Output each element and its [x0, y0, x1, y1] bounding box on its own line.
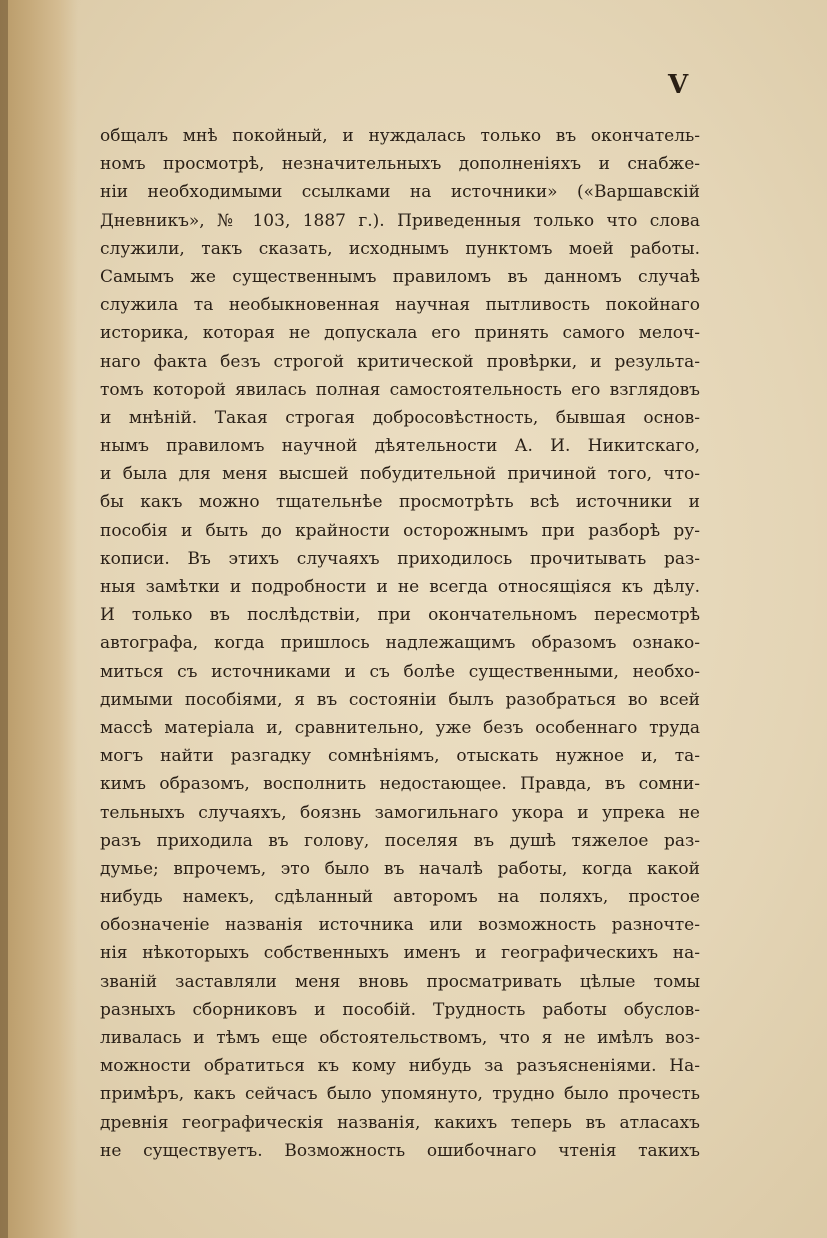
text-line: нымъ правиломъ научной дѣятельности А. И. Никитскаго,: [100, 436, 700, 457]
text-line: автографа, когда пришлось надлежащимъ образомъ ознако-: [100, 633, 700, 654]
text-line: разныхъ сборниковъ и пособій. Трудность работы обуслов-: [100, 999, 700, 1020]
text-line: кописи. Въ этихъ случаяхъ приходилось прочитывать раз-: [100, 548, 700, 569]
page-number: V: [668, 70, 689, 100]
text-line: общалъ мнѣ покойный, и нуждалась только въ окончатель-: [100, 126, 700, 146]
text-line: можности обратиться къ кому нибудь за разъясненіями. На-: [100, 1056, 700, 1077]
page-binding-shadow: [0, 0, 78, 1238]
text-line: ніи необходимыми ссылками на источники» («Варшавскій: [100, 182, 700, 203]
text-line: историка, которая не допускала его принять самого мелоч-: [100, 323, 700, 344]
text-line: примѣръ, какъ сейчасъ было упомянуто, трудно было прочесть: [100, 1084, 700, 1105]
text-line: думье; впрочемъ, это было въ началѣ работы, когда какой: [100, 858, 700, 879]
text-line: томъ которой явилась полная самостоятельность его взглядовъ: [100, 379, 700, 400]
text-line: ливалась и тѣмъ еще обстоятельствомъ, что я не имѣлъ воз-: [100, 1028, 700, 1048]
text-line: димыми пособіями, я въ состояніи былъ разобраться во всей: [100, 689, 700, 710]
body-text: [100, 122, 700, 1165]
text-line: ныя замѣтки и подробности и не всегда относящіяся къ дѣлу.: [100, 577, 700, 597]
text-line: миться съ источниками и съ болѣе существенными, необхо-: [100, 661, 700, 682]
text-line: древнія географическія названія, какихъ теперь въ атласахъ: [100, 1112, 700, 1133]
text-line: номъ просмотрѣ, незначительныхъ дополненіяхъ и снабже-: [100, 154, 700, 175]
text-line: и была для меня высшей побудительной причиной того, что-: [100, 464, 700, 485]
text-line: могъ найти разгадку сомнѣніямъ, отыскать нужное и, та-: [100, 746, 700, 767]
text-line: званій заставляли меня вновь просматривать цѣлые томы: [100, 971, 700, 992]
text-line: И только въ послѣдствіи, при окончательномъ пересмотрѣ: [100, 605, 700, 626]
text-line: кимъ образомъ, восполнить недостающее. Правда, въ сомни-: [100, 774, 700, 795]
text-line: разъ приходила въ голову, поселяя въ душѣ тяжелое раз-: [100, 830, 700, 851]
text-line: наго факта безъ строгой критической провѣрки, и результа-: [100, 351, 700, 372]
text-line: нибудь намекъ, сдѣланный авторомъ на поляхъ, простое: [100, 887, 700, 908]
text-line: Дневникъ», № 103, 1887 г.). Приведенныя только что слова: [100, 210, 700, 231]
text-line: не существуетъ. Возможность ошибочнаго чтенія такихъ: [100, 1140, 700, 1161]
text-line: и мнѣній. Такая строгая добросовѣстность, бывшая основ-: [100, 407, 700, 428]
text-line: служила та необыкновенная научная пытливость покойнаго: [100, 295, 700, 316]
text-line: служили, такъ сказать, исходнымъ пунктомъ моей работы.: [100, 238, 700, 259]
page-left-edge: [0, 0, 8, 1238]
text-line: бы какъ можно тщательнѣе просмотрѣть всѣ источники и: [100, 492, 700, 513]
text-line: нія нѣкоторыхъ собственныхъ именъ и географическихъ на-: [100, 943, 700, 964]
text-line: Самымъ же существеннымъ правиломъ въ данномъ случаѣ: [100, 266, 700, 287]
text-line: обозначеніе названія источника или возможность разночте-: [100, 915, 700, 936]
text-line: пособія и быть до крайности осторожнымъ при разборѣ ру-: [100, 520, 700, 541]
text-line: массѣ матеріала и, сравнительно, уже безъ особеннаго труда: [100, 717, 700, 738]
text-line: тельныхъ случаяхъ, боязнь замогильнаго укора и упрека не: [100, 802, 700, 823]
